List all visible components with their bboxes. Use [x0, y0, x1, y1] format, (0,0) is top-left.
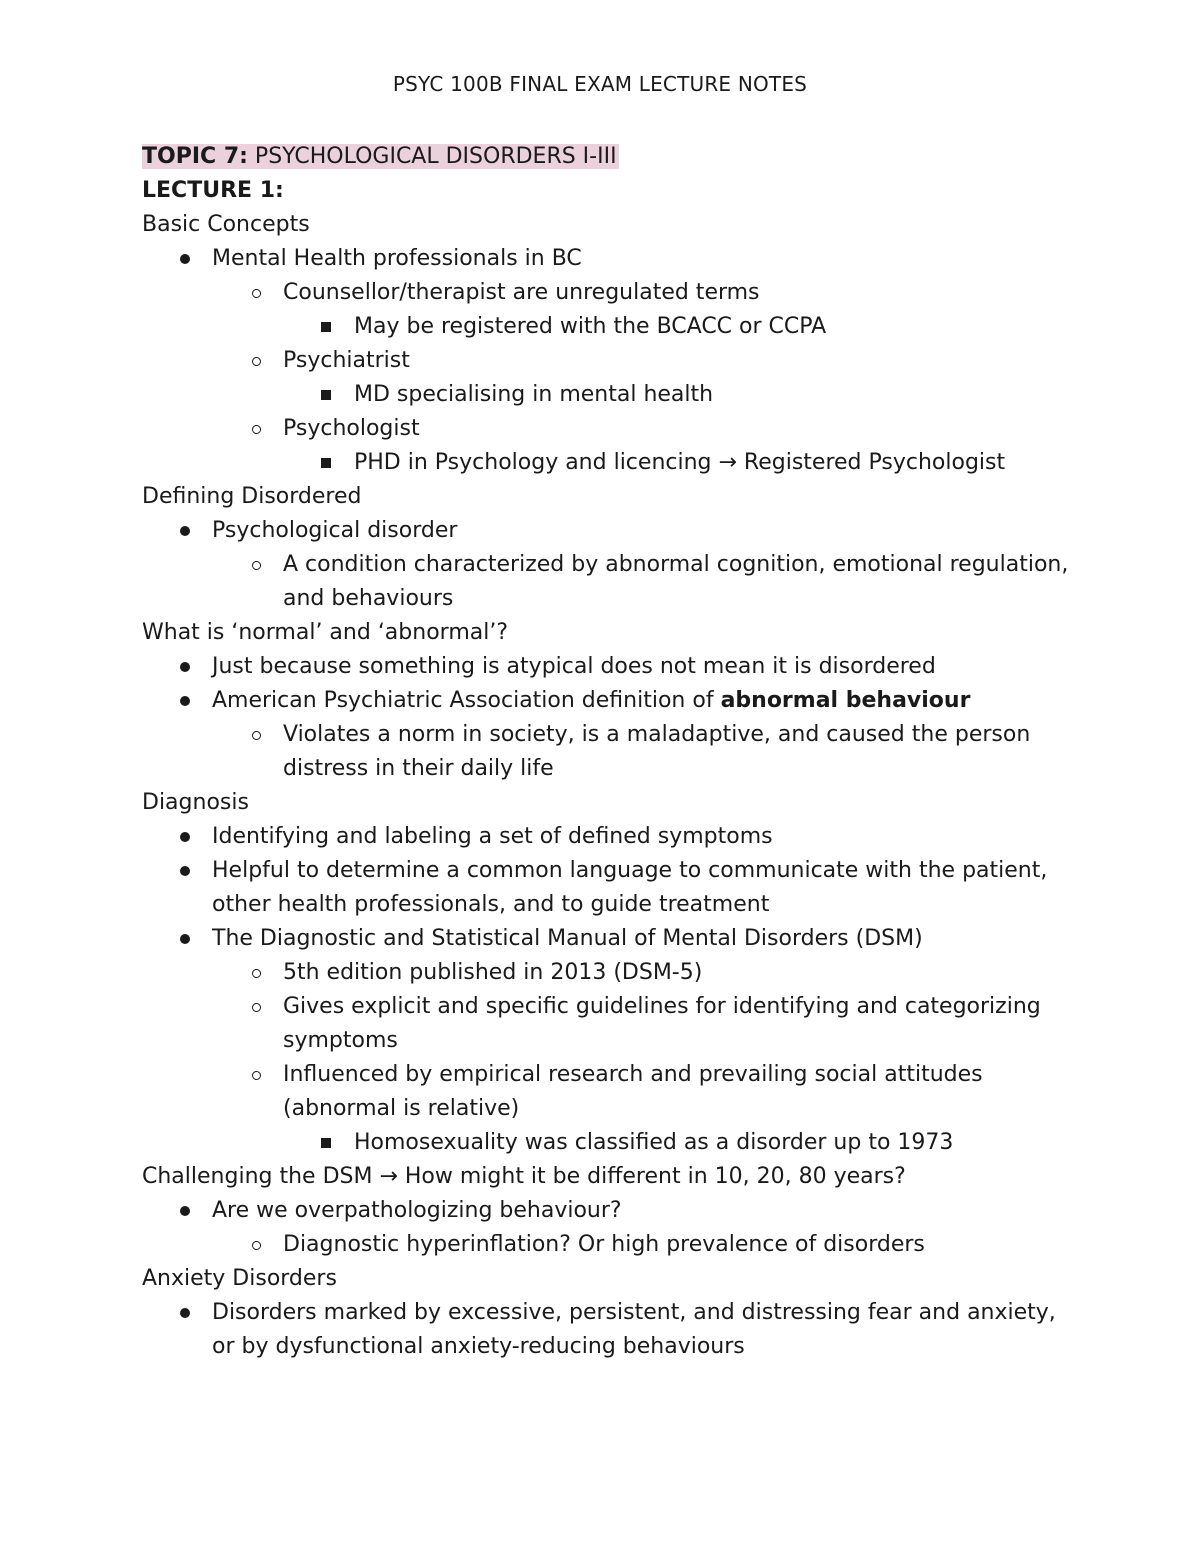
hollow-bullet-icon	[246, 548, 266, 582]
hollow-bullet-icon	[246, 276, 266, 310]
topic-text: PSYCHOLOGICAL DISORDERS I-III	[247, 144, 617, 169]
list-item: Helpful to determine a common language to communicate with the patient,	[142, 854, 1072, 888]
list-item: Identifying and labeling a set of defined symptoms	[142, 820, 1072, 854]
list-item: Are we overpathologizing behaviour?	[142, 1194, 1072, 1228]
hollow-bullet-icon	[246, 412, 266, 446]
list-item: May be registered with the BCACC or CCPA	[142, 310, 1072, 344]
list-item: Disorders marked by excessive, persistent, and distressing fear and anxiety,	[142, 1296, 1072, 1330]
list-item-continuation: and behaviours	[283, 586, 454, 611]
topic-label: TOPIC 7:	[142, 144, 248, 169]
hollow-bullet-icon	[246, 344, 266, 378]
list-item-continuation: (abnormal is relative)	[283, 1096, 520, 1121]
list-item: A condition characterized by abnormal cognition, emotional regulation,	[142, 548, 1072, 582]
list-item: Psychological disorder	[142, 514, 1072, 548]
square-bullet-icon	[316, 378, 336, 412]
list-item: Psychiatrist	[142, 344, 1072, 378]
bullet-icon	[175, 1296, 195, 1330]
hollow-bullet-icon	[246, 990, 266, 1024]
list-item-continuation: or by dysfunctional anxiety-reducing behaviours	[212, 1334, 745, 1359]
square-bullet-icon	[316, 1126, 336, 1160]
square-bullet-icon	[316, 446, 336, 480]
list-item: 5th edition published in 2013 (DSM-5)	[142, 956, 1072, 990]
list-item: Homosexuality was classified as a disorder up to 1973	[142, 1126, 1072, 1160]
hollow-bullet-icon	[246, 718, 266, 752]
bullet-icon	[175, 854, 195, 888]
bullet-icon	[175, 820, 195, 854]
bullet-icon	[175, 1194, 195, 1228]
bullet-icon	[175, 514, 195, 548]
bullet-icon	[175, 684, 195, 718]
list-item: Counsellor/therapist are unregulated terms	[142, 276, 1072, 310]
list-item-continuation: symptoms	[283, 1028, 398, 1053]
section-heading-basic-concepts: Basic Concepts	[142, 212, 310, 237]
list-item: Psychologist	[142, 412, 1072, 446]
notes-body	[142, 140, 1072, 1364]
list-item: Violates a norm in society, is a maladaptive, and caused the person	[142, 718, 1072, 752]
list-item-continuation: distress in their daily life	[283, 756, 554, 781]
list-item: Just because something is atypical does not mean it is disordered	[142, 650, 1072, 684]
section-heading-normal-abnormal: What is ‘normal’ and ‘abnormal’?	[142, 620, 509, 645]
topic-heading	[142, 140, 1072, 174]
section-heading-diagnosis: Diagnosis	[142, 790, 249, 815]
topic-highlight	[142, 144, 619, 169]
list-item: PHD in Psychology and licencing → Registered Psychologist	[142, 446, 1072, 480]
list-item: Diagnostic hyperinflation? Or high prevalence of disorders	[142, 1228, 1072, 1262]
bullet-icon	[175, 650, 195, 684]
list-item: Influenced by empirical research and prevailing social attitudes	[142, 1058, 1072, 1092]
list-item: American Psychiatric Association definition of abnormal behaviour	[142, 684, 1072, 718]
page-title: PSYC 100B FINAL EXAM LECTURE NOTES	[392, 72, 808, 96]
list-item: Gives explicit and specific guidelines for identifying and categorizing	[142, 990, 1072, 1024]
hollow-bullet-icon	[246, 1058, 266, 1092]
square-bullet-icon	[316, 310, 336, 344]
list-item: The Diagnostic and Statistical Manual of Mental Disorders (DSM)	[142, 922, 1072, 956]
list-item-continuation: other health professionals, and to guide treatment	[212, 892, 770, 917]
bullet-icon	[175, 242, 195, 276]
section-heading-challenging-dsm: Challenging the DSM → How might it be different in 10, 20, 80 years?	[142, 1164, 906, 1189]
hollow-bullet-icon	[246, 1228, 266, 1262]
lecture-heading: LECTURE 1:	[142, 178, 284, 203]
list-item: Mental Health professionals in BC	[142, 242, 1072, 276]
section-heading-anxiety-disorders: Anxiety Disorders	[142, 1266, 337, 1291]
bullet-icon	[175, 922, 195, 956]
section-heading-defining-disordered: Defining Disordered	[142, 484, 362, 509]
bold-term: abnormal behaviour	[720, 688, 971, 713]
hollow-bullet-icon	[246, 956, 266, 990]
list-item: MD specialising in mental health	[142, 378, 1072, 412]
